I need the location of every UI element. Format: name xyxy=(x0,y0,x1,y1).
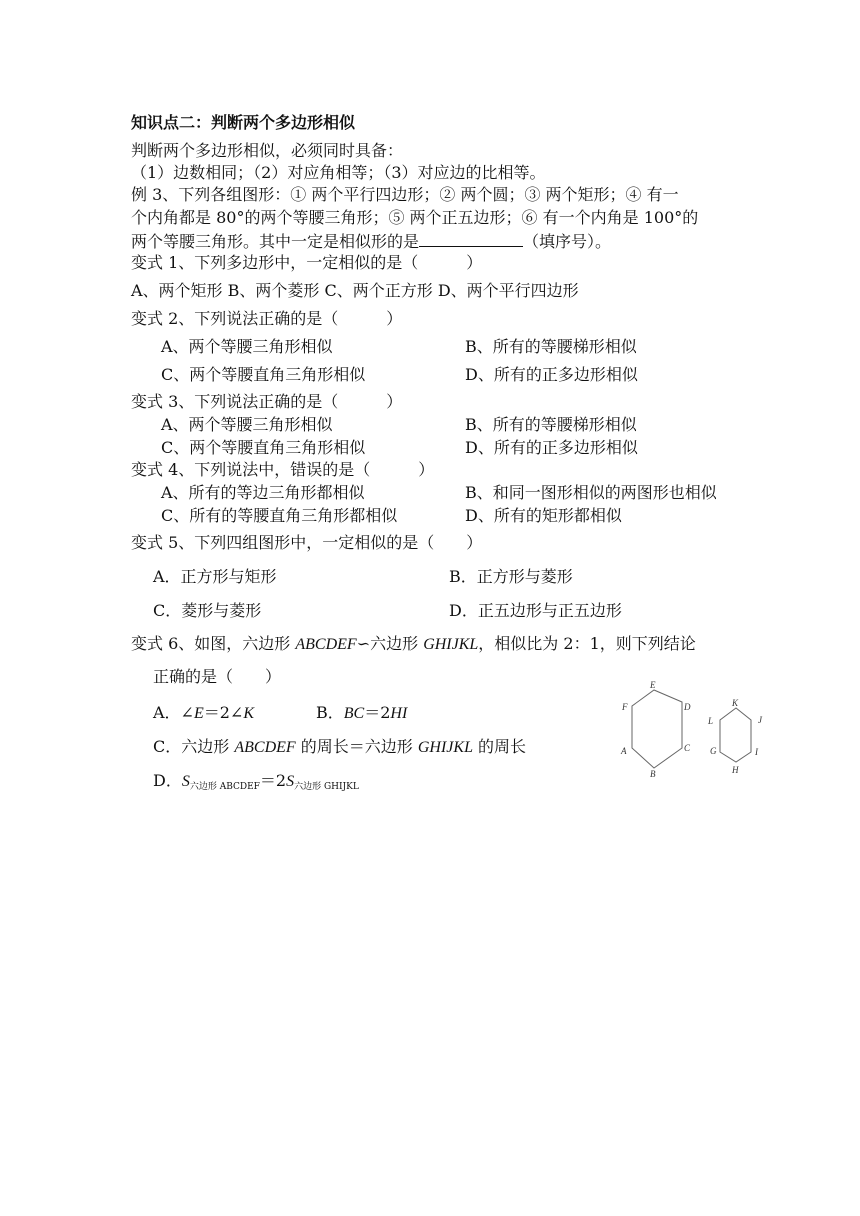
v6-stem-pre: 变式 6、如图，六边形 xyxy=(131,634,296,653)
v5-option-b: B．正方形与菱形 xyxy=(449,567,573,586)
label-F: F xyxy=(622,702,628,712)
v6-optA-E: E xyxy=(193,705,204,722)
v6-optD-pre: D． xyxy=(153,771,182,790)
label-E: E xyxy=(650,680,656,690)
v2-option-c: C、两个等腰直角三角形相似 xyxy=(161,365,366,384)
v6-stem xyxy=(131,634,696,655)
v3-option-d: D、所有的正多边形相似 xyxy=(465,438,638,457)
v2-option-a: A、两个等腰三角形相似 xyxy=(161,337,333,356)
v4-option-b: B、和同一图形相似的两图形也相似 xyxy=(465,483,717,502)
label-C: C xyxy=(684,743,691,753)
v6-optD-mid: ＝2 xyxy=(259,771,287,790)
conditions-text: （1）边数相同；（2）对应角相等；（3）对应边的比相等。 xyxy=(131,163,546,182)
v3-option-a: A、两个等腰三角形相似 xyxy=(161,415,333,434)
v4-option-a: A、所有的等边三角形都相似 xyxy=(161,483,365,502)
label-K: K xyxy=(732,698,739,708)
v2-option-d: D、所有的正多边形相似 xyxy=(465,365,638,384)
v6-hex2: GHIJKL xyxy=(423,636,479,653)
example3-line2: 个内角都是 80°的两个等腰三角形；⑤ 两个正五边形；⑥ 有一个内角是 100°的 xyxy=(131,208,699,227)
v6-option-a xyxy=(153,703,254,724)
example3-line3-pre: 两个等腰三角形。其中一定是相似形的是 xyxy=(131,232,420,251)
v6-sim: ∽ xyxy=(356,634,371,653)
v6-optB-BC: BC xyxy=(343,705,365,722)
v6-optB-mid: ＝2 xyxy=(364,703,391,722)
v6-optB-pre: B． xyxy=(316,703,344,722)
v6-optC-hex2: GHIJKL xyxy=(417,739,473,756)
v6-stem-line2: 正确的是（ ） xyxy=(153,667,282,686)
answer-blank[interactable] xyxy=(419,231,523,247)
v4-stem: 变式 4、下列说法中，错误的是（ ） xyxy=(131,460,435,479)
v1-stem: 变式 1、下列多边形中，一定相似的是（ ） xyxy=(131,253,483,272)
v6-optD-S: S xyxy=(181,773,190,790)
label-I: I xyxy=(755,747,758,757)
v6-option-d xyxy=(153,771,359,794)
hexagon-figure xyxy=(612,676,782,782)
v6-optB-HI: HI xyxy=(390,705,408,722)
hexagon-ghijkl xyxy=(720,708,751,762)
v6-optC-post: 的周长 xyxy=(472,737,527,756)
intro-text: 判断两个多边形相似，必须同时具备： xyxy=(131,141,404,160)
v3-stem: 变式 3、下列说法正确的是（ ） xyxy=(131,392,403,411)
label-L: L xyxy=(708,716,714,726)
section-title: 知识点二：判断两个多边形相似 xyxy=(131,113,356,132)
v4-option-c: C、所有的等腰直角三角形都相似 xyxy=(161,506,398,525)
label-A: A xyxy=(621,746,627,756)
v6-optC-pre: C．六边形 xyxy=(153,737,235,756)
label-H: H xyxy=(732,765,739,775)
label-J: J xyxy=(758,715,762,725)
v3-option-c: C、两个等腰直角三角形相似 xyxy=(161,438,366,457)
v3-option-b: B、所有的等腰梯形相似 xyxy=(465,415,637,434)
v2-option-b: B、所有的等腰梯形相似 xyxy=(465,337,637,356)
v6-optC-mid: 的周长＝六边形 xyxy=(295,737,418,756)
v5-stem: 变式 5、下列四组图形中，一定相似的是（ ） xyxy=(131,533,483,552)
v6-hex1: ABCDEF xyxy=(295,636,357,653)
label-G: G xyxy=(710,746,717,756)
v6-optD-sub1: 六边形 ABCDEF xyxy=(189,782,260,792)
hexagon-abcdef xyxy=(632,690,682,768)
v6-stem-post: ，相似比为 2：1，则下列结论 xyxy=(478,634,696,653)
v5-option-c: C．菱形与菱形 xyxy=(153,601,262,620)
v6-stem-mid: 六边形 xyxy=(370,634,424,653)
v6-optD-sub2: 六边形 GHIJKL xyxy=(294,782,359,792)
v1-options: A、两个矩形 B、两个菱形 C、两个正方形 D、两个平行四边形 xyxy=(131,281,579,300)
v6-optC-hex1: ABCDEF xyxy=(234,739,296,756)
v2-stem: 变式 2、下列说法正确的是（ ） xyxy=(131,309,403,328)
example3-line3 xyxy=(131,231,611,252)
v6-optD-S2: S xyxy=(286,773,295,790)
example3-line1: 例 3、下列各组图形：① 两个平行四边形；② 两个圆；③ 两个矩形；④ 有一 xyxy=(131,185,679,204)
v4-option-d: D、所有的矩形都相似 xyxy=(465,506,622,525)
v5-option-d: D．正五边形与正五边形 xyxy=(449,601,622,620)
v6-optA-mid: ＝2∠ xyxy=(203,703,244,722)
v6-option-c xyxy=(153,737,526,758)
label-B: B xyxy=(650,769,656,779)
v5-option-a: A．正方形与矩形 xyxy=(153,567,277,586)
v6-optA-K: K xyxy=(243,705,255,722)
example3-line3-post: （填序号）。 xyxy=(523,232,612,251)
v6-optA-pre: A．∠ xyxy=(153,703,194,722)
v6-option-b xyxy=(316,703,407,724)
label-D: D xyxy=(684,702,691,712)
